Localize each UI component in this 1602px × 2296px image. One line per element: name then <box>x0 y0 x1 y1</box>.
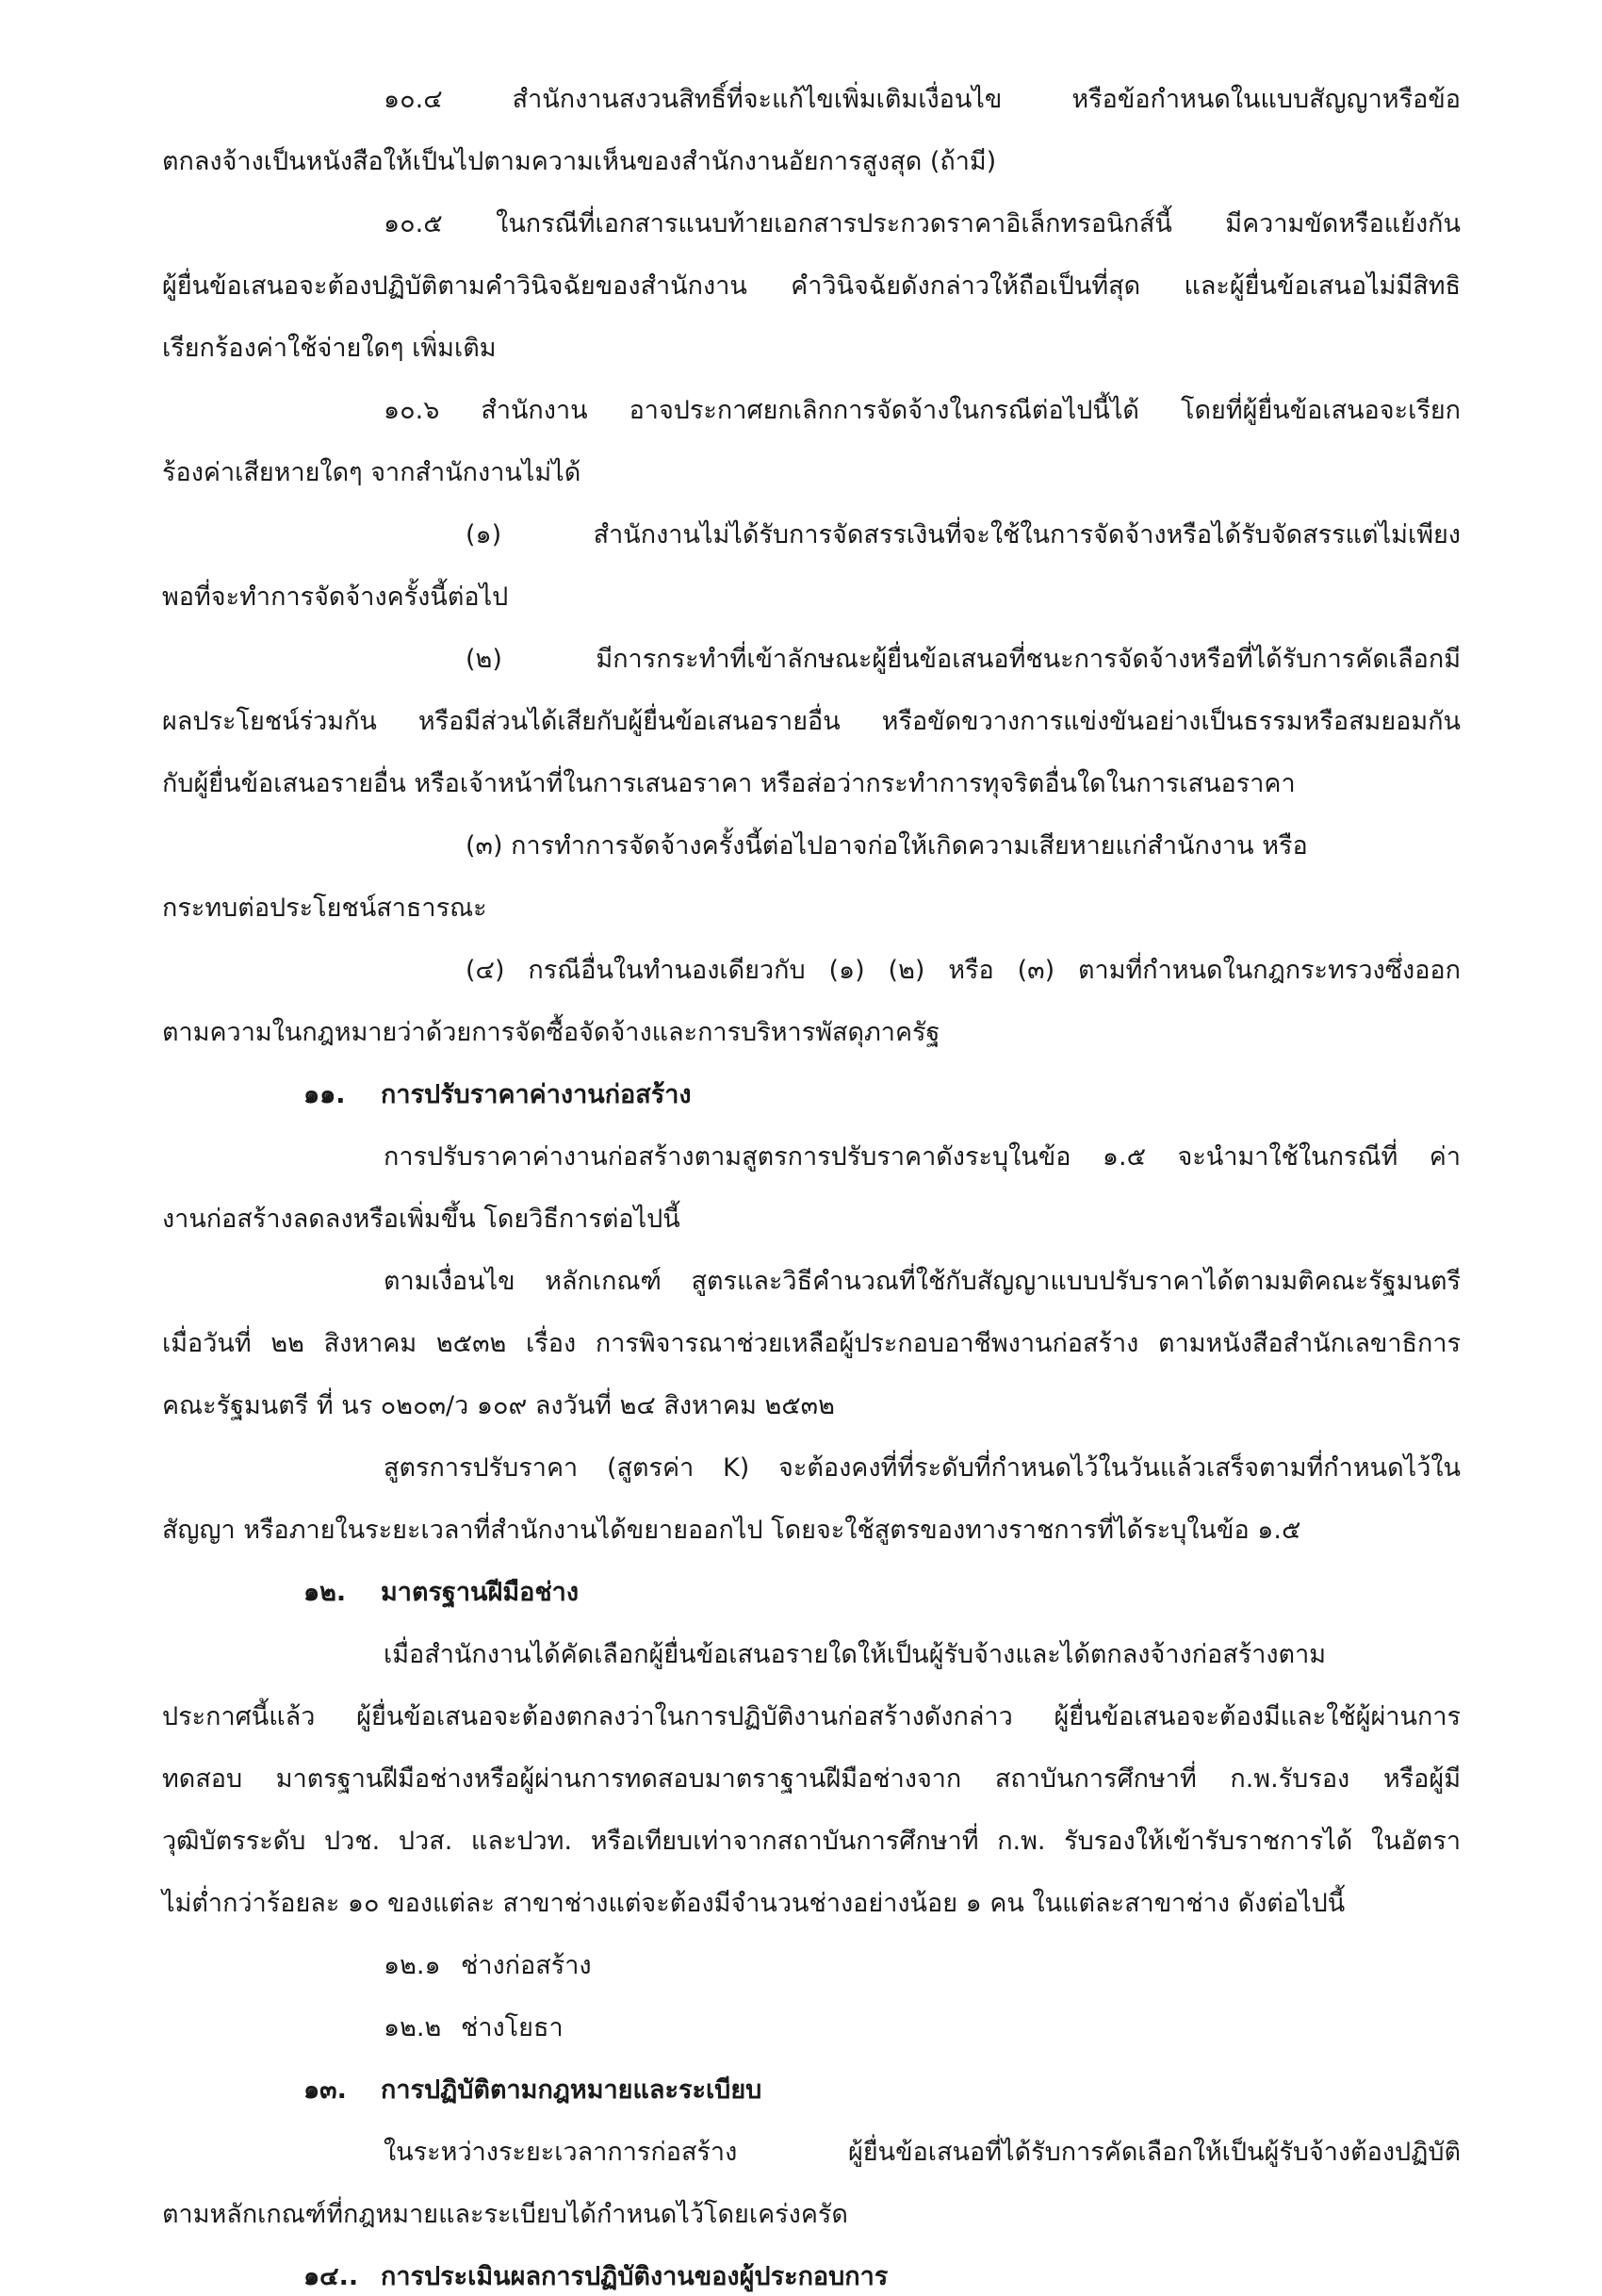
text-line: ประกาศนี้แล้ว ผู้ยื่นข้อเสนอจะต้องตกลงว่าในการปฏิบัติงานก่อสร้างดังกล่าว ผู้ยื่นข้อเสนอจะต้องมีและใช้ผู้ผ่านการ <box>162 1702 1461 1731</box>
text-line: ตามเงื่อนไข หลักเกณฑ์ สูตรและวิธีคำนวณที่ใช้กับสัญญาแบบปรับราคาได้ตามมติคณะรัฐมนตรี <box>384 1267 1461 1296</box>
section-number: ๑๒. <box>303 1578 347 1607</box>
section-title: มาตรฐานฝีมือช่าง <box>381 1578 580 1607</box>
text-line: ๑๐.๖ สำนักงาน อาจประกาศยกเลิกการจัดจ้างในกรณีต่อไปนี้ได้ โดยที่ผู้ยื่นข้อเสนอจะเรียก <box>384 396 1461 425</box>
text-line: พอที่จะทำการจัดจ้างครั้งนี้ต่อไป <box>162 582 509 612</box>
text-line: (๓) การทำการจัดจ้างครั้งนี้ต่อไปอาจก่อให้เกิดความเสียหายแก่สำนักงาน หรือ <box>466 831 1308 861</box>
text-line: ตามหลักเกณฑ์ที่กฎหมายและระเบียบได้กำหนดไว้โดยเคร่งครัด <box>162 2200 848 2229</box>
text-line: (๔) กรณีอื่นในทำนองเดียวกับ (๑) (๒) หรือ (๓) ตามที่กำหนดในกฎกระทรวงซึ่งออก <box>466 956 1461 985</box>
text-line: ตามความในกฎหมายว่าด้วยการจัดซื้อจัดจ้างและการบริหารพัสดุภาครัฐ <box>162 1018 940 1047</box>
text-line: กระทบต่อประโยชน์สาธารณะ <box>162 894 487 923</box>
text-line: การปรับราคาค่างานก่อสร้างตามสูตรการปรับราคาดังระบุในข้อ ๑.๕ จะนำมาใช้ในกรณีที่ ค่า <box>384 1142 1461 1172</box>
item-text: ช่างก่อสร้าง <box>461 1951 592 1980</box>
text-line: คณะรัฐมนตรี ที่ นร ๐๒๐๓/ว ๑๐๙ ลงวันที่ ๒๔ สิงหาคม ๒๕๓๒ <box>162 1391 835 1420</box>
section-14-heading <box>162 2258 1461 2296</box>
text-line: ทดสอบ มาตรฐานฝีมือช่างหรือผู้ผ่านการทดสอบมาตราฐานฝีมือช่างจาก สถาบันการศึกษาที่ ก.พ.รับรอง หรือผู้มี <box>162 1764 1461 1794</box>
item-number: ๑๒.๒ <box>384 2013 442 2042</box>
clause-10-continued <box>162 81 1461 1052</box>
text-line: (๒) มีการกระทำที่เข้าลักษณะผู้ยื่นข้อเสนอที่ชนะการจัดจ้างหรือที่ได้รับการคัดเลือกมี <box>466 645 1461 674</box>
text-line: สัญญา หรือภายในระยะเวลาที่สำนักงานได้ขยายออกไป โดยจะใช้สูตรของทางราชการที่ได้ระบุในข้อ ๑.๕ <box>162 1516 1301 1545</box>
text-line: วุฒิบัตรระดับ ปวช. ปวส. และปวท. หรือเทียบเท่าจากสถาบันการศึกษาที่ ก.พ. รับรองให้เข้ารับราชการได้ ในอัตรา <box>162 1827 1461 1856</box>
text-line: ในระหว่างระยะเวลาการก่อสร้าง ผู้ยื่นข้อเสนอที่ได้รับการคัดเลือกให้เป็นผู้รับจ้างต้องปฏิบัติ <box>384 2138 1461 2167</box>
text-line: งานก่อสร้างลดลงหรือเพิ่มขึ้น โดยวิธีการต่อไปนี้ <box>162 1205 680 1234</box>
section-title: การปรับราคาค่างานก่อสร้าง <box>381 1080 692 1109</box>
section-11-body <box>162 1139 1461 1550</box>
text-line: ตกลงจ้างเป็นหนังสือให้เป็นไปตามความเห็นของสำนักงานอัยการสูงสุด (ถ้ามี) <box>162 147 997 176</box>
section-number: ๑๔.. <box>303 2262 359 2291</box>
text-line: กับผู้ยื่นข้อเสนอรายอื่น หรือเจ้าหน้าที่ในการเสนอราคา หรือส่อว่ากระทำการทุจริตอื่นใดในการเสนอราคา <box>162 769 1296 798</box>
section-title: การปฏิบัติตามกฎหมายและระเบียบ <box>381 2075 762 2105</box>
text-line: ๑๐.๔ สำนักงานสงวนสิทธิ์ที่จะแก้ไขเพิ่มเติมเงื่อนไข หรือข้อกำหนดในแบบสัญญาหรือข้อ <box>384 85 1461 114</box>
text-line: (๑) สำนักงานไม่ได้รับการจัดสรรเงินที่จะใช้ในการจัดจ้างหรือได้รับจัดสรรแต่ไม่เพียง <box>466 520 1461 549</box>
section-number: ๑๓. <box>303 2075 347 2105</box>
text-line: ผลประโยชน์ร่วมกัน หรือมีส่วนได้เสียกับผู้ยื่นข้อเสนอรายอื่น หรือขัดขวางการแข่งขันอย่างเป็นธรรมหรือสมยอมกัน <box>162 707 1461 736</box>
item-number: ๑๒.๑ <box>384 1951 441 1980</box>
section-11-heading <box>162 1076 1461 1114</box>
text-line: ร้องค่าเสียหายใดๆ จากสำนักงานไม่ได้ <box>162 458 581 487</box>
text-line: เมื่อวันที่ ๒๒ สิงหาคม ๒๕๓๒ เรื่อง การพิจารณาช่วยเหลือผู้ประกอบอาชีพงานก่อสร้าง ตามหนังสือสำนักเลขาธิการ <box>162 1329 1461 1358</box>
section-12-heading <box>162 1574 1461 1612</box>
item-text: ช่างโยธา <box>461 2013 564 2042</box>
text-line: เรียกร้องค่าใช้จ่ายใดๆ เพิ่มเติม <box>162 334 497 363</box>
list-item <box>162 1947 1461 1985</box>
text-line: เมื่อสำนักงานได้คัดเลือกผู้ยื่นข้อเสนอรายใดให้เป็นผู้รับจ้างและได้ตกลงจ้างก่อสร้างตาม <box>384 1640 1327 1669</box>
text-line: ไม่ต่ำกว่าร้อยละ ๑๐ ของแต่ละ สาขาช่างแต่จะต้องมีจำนวนช่างอย่างน้อย ๑ คน ในแต่ละสาขาช่าง ดังต่อไปนี้ <box>162 1889 1346 1918</box>
section-title: การประเมินผลการปฏิบัติงานของผู้ประกอบการ <box>381 2262 889 2291</box>
list-item <box>162 2009 1461 2047</box>
section-12-body <box>162 1636 1461 1923</box>
text-line: ผู้ยื่นข้อเสนอจะต้องปฏิบัติตามคำวินิจฉัยของสำนักงาน คำวินิจฉัยดังกล่าวให้ถือเป็นที่สุด และผู้ยื่นข้อเสนอไม่มีสิทธิ <box>162 271 1461 301</box>
section-13-heading <box>162 2072 1461 2109</box>
text-line: สูตรการปรับราคา (สูตรค่า K) จะต้องคงที่ที่ระดับที่กำหนดไว้ในวันแล้วเสร็จตามที่กำหนดไว้ใน <box>384 1453 1461 1483</box>
section-number: ๑๑. <box>303 1080 346 1109</box>
text-line: ๑๐.๕ ในกรณีที่เอกสารแนบท้ายเอกสารประกวดราคาอิเล็กทรอนิกส์นี้ มีความขัดหรือแย้งกัน <box>384 209 1461 238</box>
section-13-body <box>162 2134 1461 2234</box>
